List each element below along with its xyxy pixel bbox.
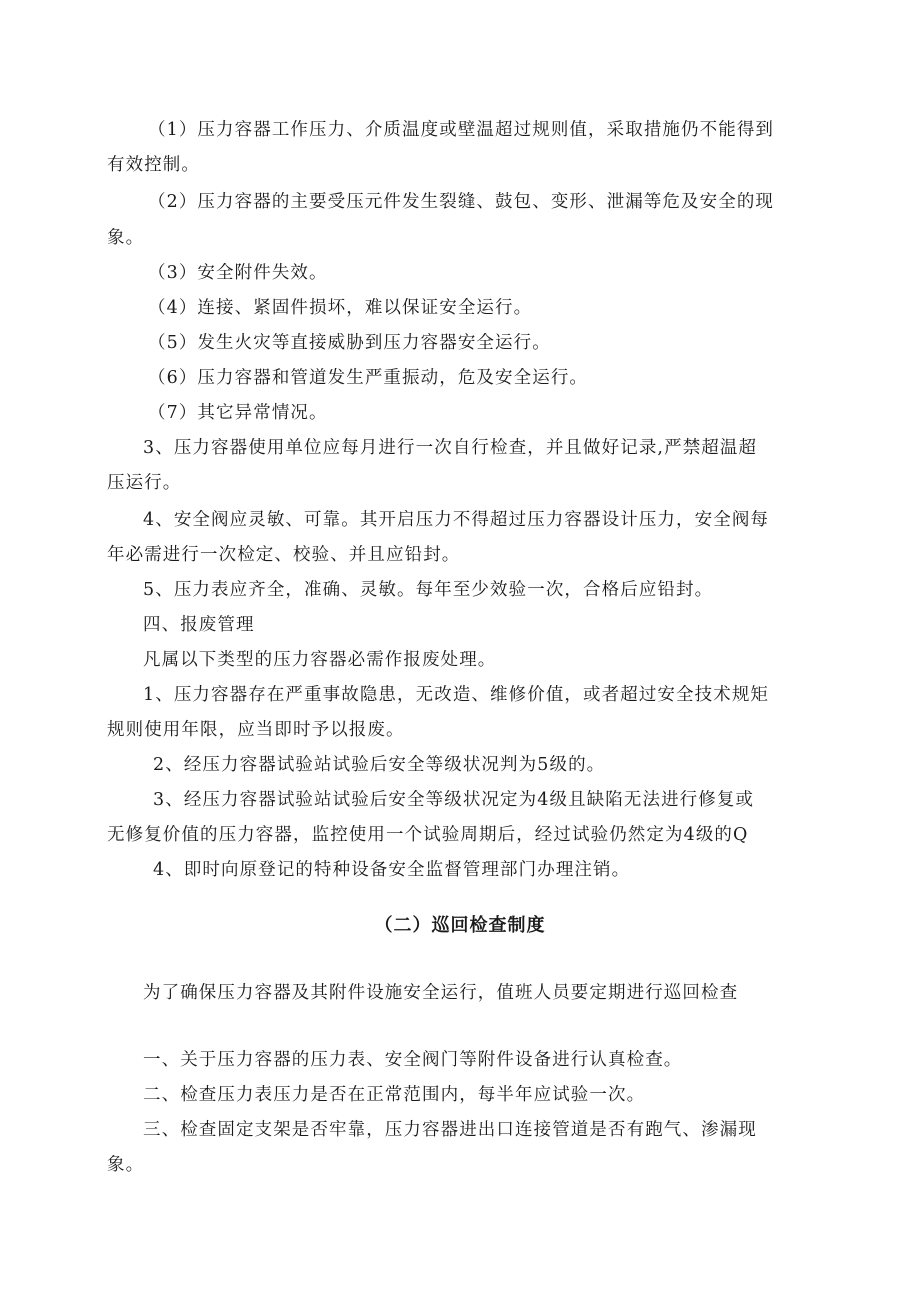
list-item-2-cont: 象。: [107, 228, 145, 248]
list-item-1-cont: 有效控制。: [107, 155, 200, 175]
list-item-2: （2）压力容器的主要受压元件发生裂缝、鼓包、变形、泄漏等危及安全的现: [148, 192, 775, 212]
rule-4-cont: 年必需进行一次检定、校验、并且应铅封。: [107, 545, 461, 565]
list-item-4: （4）连接、紧固件损坏，难以保证安全运行。: [148, 298, 533, 318]
inspection-item-1: 一、关于压力容器的压力表、安全阀门等附件设备进行认真检查。: [143, 1050, 683, 1070]
rule-3: 3、压力容器使用单位应每月进行一次自行检查，并且做好记录,严禁超温超: [143, 438, 758, 458]
rule-4: 4、安全阀应灵敏、可靠。其开启压力不得超过压力容器设计压力，安全阀每: [143, 510, 770, 530]
inspection-heading: （二）巡回检查制度: [374, 915, 546, 936]
list-item-1: （1）压力容器工作压力、介质温度或壁温超过规则值，采取措施仍不能得到: [148, 120, 775, 140]
scrap-item-4: 4、即时向原登记的特种设备安全监督管理部门办理注销。: [153, 860, 631, 880]
inspection-item-3: 三、检查固定支架是否牢靠，压力容器进出口连接管道是否有跑气、渗漏现: [143, 1120, 757, 1140]
inspection-item-2: 二、检查压力表压力是否在正常范围内，每半年应试验一次。: [143, 1085, 646, 1105]
scrap-section-intro: 凡属以下类型的压力容器必需作报废处理。: [143, 650, 497, 670]
scrap-section-title: 四、报废管理: [143, 615, 255, 635]
inspection-item-3-cont: 象。: [107, 1155, 145, 1175]
list-item-7: （7）其它异常情况。: [148, 403, 328, 423]
list-item-6: （6）压力容器和管道发生严重振动，危及安全运行。: [148, 368, 589, 388]
rule-3-cont: 压运行。: [107, 473, 182, 493]
list-item-3: （3）安全附件失效。: [148, 263, 328, 283]
scrap-item-3-cont: 无修复价值的压力容器，监控使用一个试验周期后，经过试验仍然定为4级的Q: [107, 825, 749, 845]
scrap-item-1-cont: 规则使用年限，应当即时予以报废。: [107, 720, 405, 740]
scrap-item-3: 3、经压力容器试验站试验后安全等级状况定为4级且缺陷无法进行修复或: [153, 790, 755, 810]
scrap-item-1: 1、压力容器存在严重事故隐患，无改造、维修价值，或者超过安全技术规矩: [143, 685, 770, 705]
inspection-intro: 为了确保压力容器及其附件设施安全运行，值班人员要定期进行巡回检查: [143, 983, 739, 1003]
scrap-item-2: 2、经压力容器试验站试验后安全等级状况判为5级的。: [153, 755, 606, 775]
list-item-5: （5）发生火灾等直接威胁到压力容器安全运行。: [148, 333, 551, 353]
rule-5: 5、压力表应齐全，准确、灵敏。每年至少效验一次，合格后应铅封。: [143, 580, 714, 600]
